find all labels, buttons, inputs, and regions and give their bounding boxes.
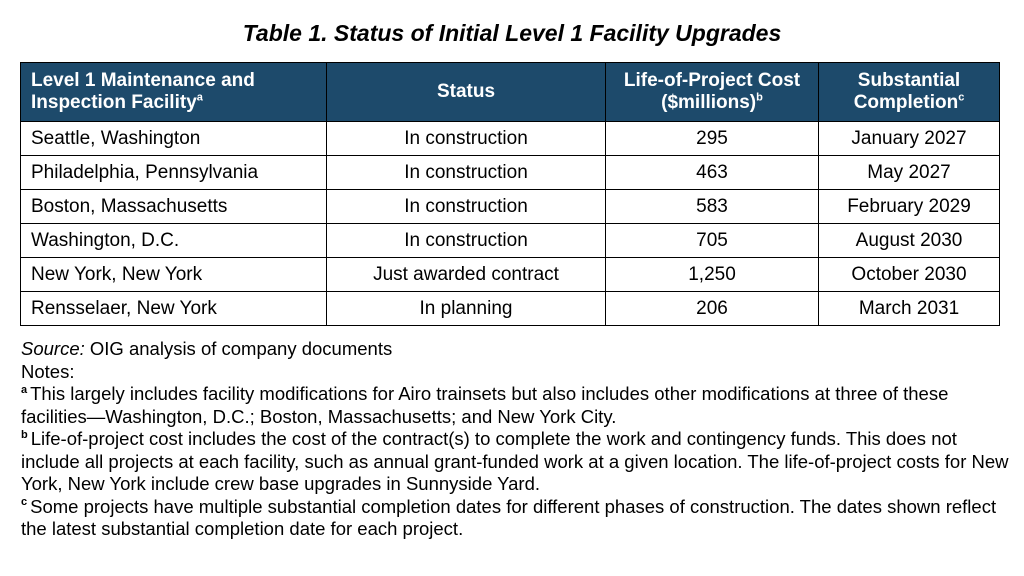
cell-completion: March 2031: [819, 292, 1000, 326]
header-facility: [21, 63, 327, 122]
footnote-text: This largely includes facility modifications for Airo trainsets but also includes other modifications at three of these facilities—Washington, D.C.; Boston, Massachusetts; and New York City.: [21, 383, 949, 427]
table-row: [21, 156, 1000, 190]
cell-facility: Washington, D.C.: [21, 224, 327, 258]
facility-upgrades-table: [20, 62, 1000, 326]
cell-completion: January 2027: [819, 122, 1000, 156]
cell-completion: May 2027: [819, 156, 1000, 190]
cell-completion: August 2030: [819, 224, 1000, 258]
table-row: [21, 122, 1000, 156]
cell-facility: Rensselaer, New York: [21, 292, 327, 326]
source-text: OIG analysis of company documents: [84, 338, 393, 359]
header-facility-label: Level 1 Maintenance and Inspection Facility: [31, 70, 255, 113]
cell-cost: 1,250: [606, 258, 819, 292]
footnote-text: Life-of-project cost includes the cost of the contract(s) to complete the work and contingency funds. This does not include all projects at each facility, such as annual grant-funded work at a given location. The life-of-project costs for New York, New York include crew base upgrades in Sunnyside Yard.: [21, 428, 1009, 494]
header-completion: [819, 63, 1000, 122]
cell-status: In planning: [327, 292, 606, 326]
footnote-ref-c: c: [958, 91, 965, 104]
cell-facility: New York, New York: [21, 258, 327, 292]
footnote-marker: a: [21, 383, 28, 396]
header-status: Status: [327, 63, 606, 122]
footnote-ref-b: b: [756, 91, 763, 104]
cell-status: In construction: [327, 156, 606, 190]
footnote-c: [21, 496, 1011, 541]
cell-cost: 583: [606, 190, 819, 224]
table-row: [21, 292, 1000, 326]
cell-facility: Philadelphia, Pennsylvania: [21, 156, 327, 190]
table-row: [21, 258, 1000, 292]
footnote-a: [21, 383, 1011, 428]
table-header-row: [21, 63, 1000, 122]
cell-completion: February 2029: [819, 190, 1000, 224]
footnote-b: [21, 428, 1011, 496]
cell-status: Just awarded contract: [327, 258, 606, 292]
table-row: [21, 224, 1000, 258]
header-cost: [606, 63, 819, 122]
cell-cost: 206: [606, 292, 819, 326]
header-completion-label: Substantial Completion: [853, 70, 961, 113]
table-notes: [21, 338, 1011, 541]
cell-cost: 463: [606, 156, 819, 190]
source-line: [21, 338, 1011, 361]
footnote-text: Some projects have multiple substantial completion dates for different phases of construction. The dates shown reflect the latest substantial completion date for each project.: [21, 495, 997, 539]
source-label: Source:: [21, 338, 85, 359]
notes-label: Notes:: [21, 360, 75, 382]
table-row: [21, 190, 1000, 224]
cell-cost: 295: [606, 122, 819, 156]
cell-status: In construction: [327, 122, 606, 156]
cell-cost: 705: [606, 224, 819, 258]
cell-status: In construction: [327, 224, 606, 258]
cell-facility: Boston, Massachusetts: [21, 190, 327, 224]
header-cost-label: Life-of-Project Cost ($millions): [623, 70, 801, 113]
table-title: Table 1. Status of Initial Level 1 Facility Upgrades: [242, 20, 782, 46]
cell-facility: Seattle, Washington: [21, 122, 327, 156]
cell-status: In construction: [327, 190, 606, 224]
cell-completion: October 2030: [819, 258, 1000, 292]
footnote-ref-a: a: [196, 91, 203, 104]
footnote-marker: c: [21, 496, 28, 509]
footnote-marker: b: [21, 428, 28, 441]
